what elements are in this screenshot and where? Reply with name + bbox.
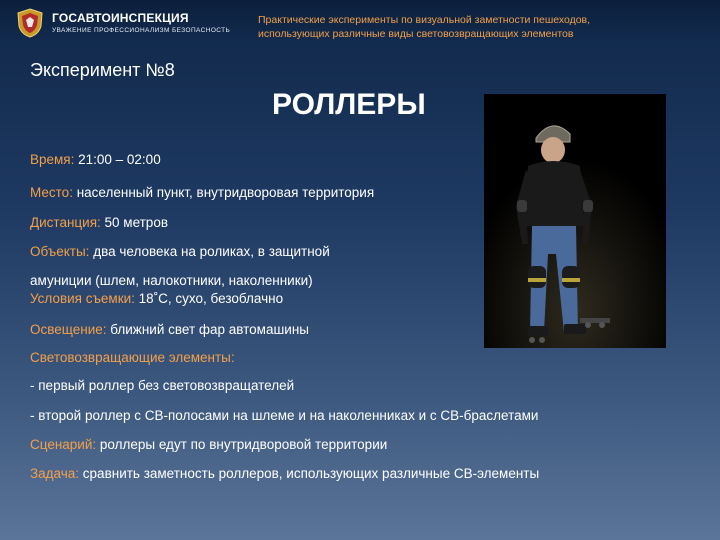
presentation-title [258,13,678,41]
objects-value: два человека на роликах, в защитной [89,244,330,259]
detail-retro-item-1 [30,378,294,393]
presentation-title-line1: Практические эксперименты по визуальной заметности пешеходов, [258,14,591,26]
presentation-title-line2: использующих различные виды световозвращающих элементов [258,28,574,40]
experiment-number: Эксперимент №8 [30,60,175,80]
detail-place [30,185,374,200]
detail-retro-item-2 [30,408,538,423]
task-label: Задача: [30,466,80,481]
retro-label: Световозвращающие элементы: [30,350,235,365]
lighting-value: ближний свет фар автомашины [106,322,309,337]
rollerblader-photo [484,94,666,348]
detail-time [30,152,161,167]
slide-title: РОЛЛЕРЫ [272,88,426,121]
header-bar [0,0,720,50]
task-value: сравнить заметность роллеров, использующих различные СВ-элементы [79,466,540,481]
place-value: населенный пункт, внутридворовая территория [72,185,375,200]
distance-value: 50 метров [100,215,168,230]
detail-retro-elements [30,350,235,365]
detail-distance [30,215,168,230]
detail-conditions [30,291,283,306]
objects-value-continued: амуниции (шлем, налокотники, наколенники) [30,273,313,288]
detail-lighting [30,322,309,337]
detail-scenario [30,437,387,452]
brand-tagline: УВАЖЕНИЕ ПРОФЕССИОНАЛИЗМ БЕЗОПАСНОСТЬ [52,27,231,34]
scenario-value: роллеры едут по внутридворовой территории [96,437,388,452]
conditions-label: Условия съемки: [30,291,135,306]
time-label: Время: [30,152,75,167]
detail-objects-continued [30,273,313,288]
distance-label: Дистанция: [30,215,101,230]
emblem-icon [16,8,44,38]
detail-task [30,466,539,481]
objects-label: Объекты: [30,244,90,259]
retro-item-1: - первый роллер без световозвращателей [30,378,295,393]
place-label: Место: [30,185,73,200]
brand-name: ГОСАВТОИНСПЕКЦИЯ [52,11,189,25]
scenario-label: Сценарий: [30,437,97,452]
detail-objects [30,244,330,259]
conditions-value: 18˚С, сухо, безоблачно [134,291,284,306]
retro-item-2: - второй роллер с СВ-полосами на шлеме и на наколенниках и с СВ-браслетами [30,408,539,423]
time-value: 21:00 – 02:00 [74,152,161,167]
lighting-label: Освещение: [30,322,107,337]
